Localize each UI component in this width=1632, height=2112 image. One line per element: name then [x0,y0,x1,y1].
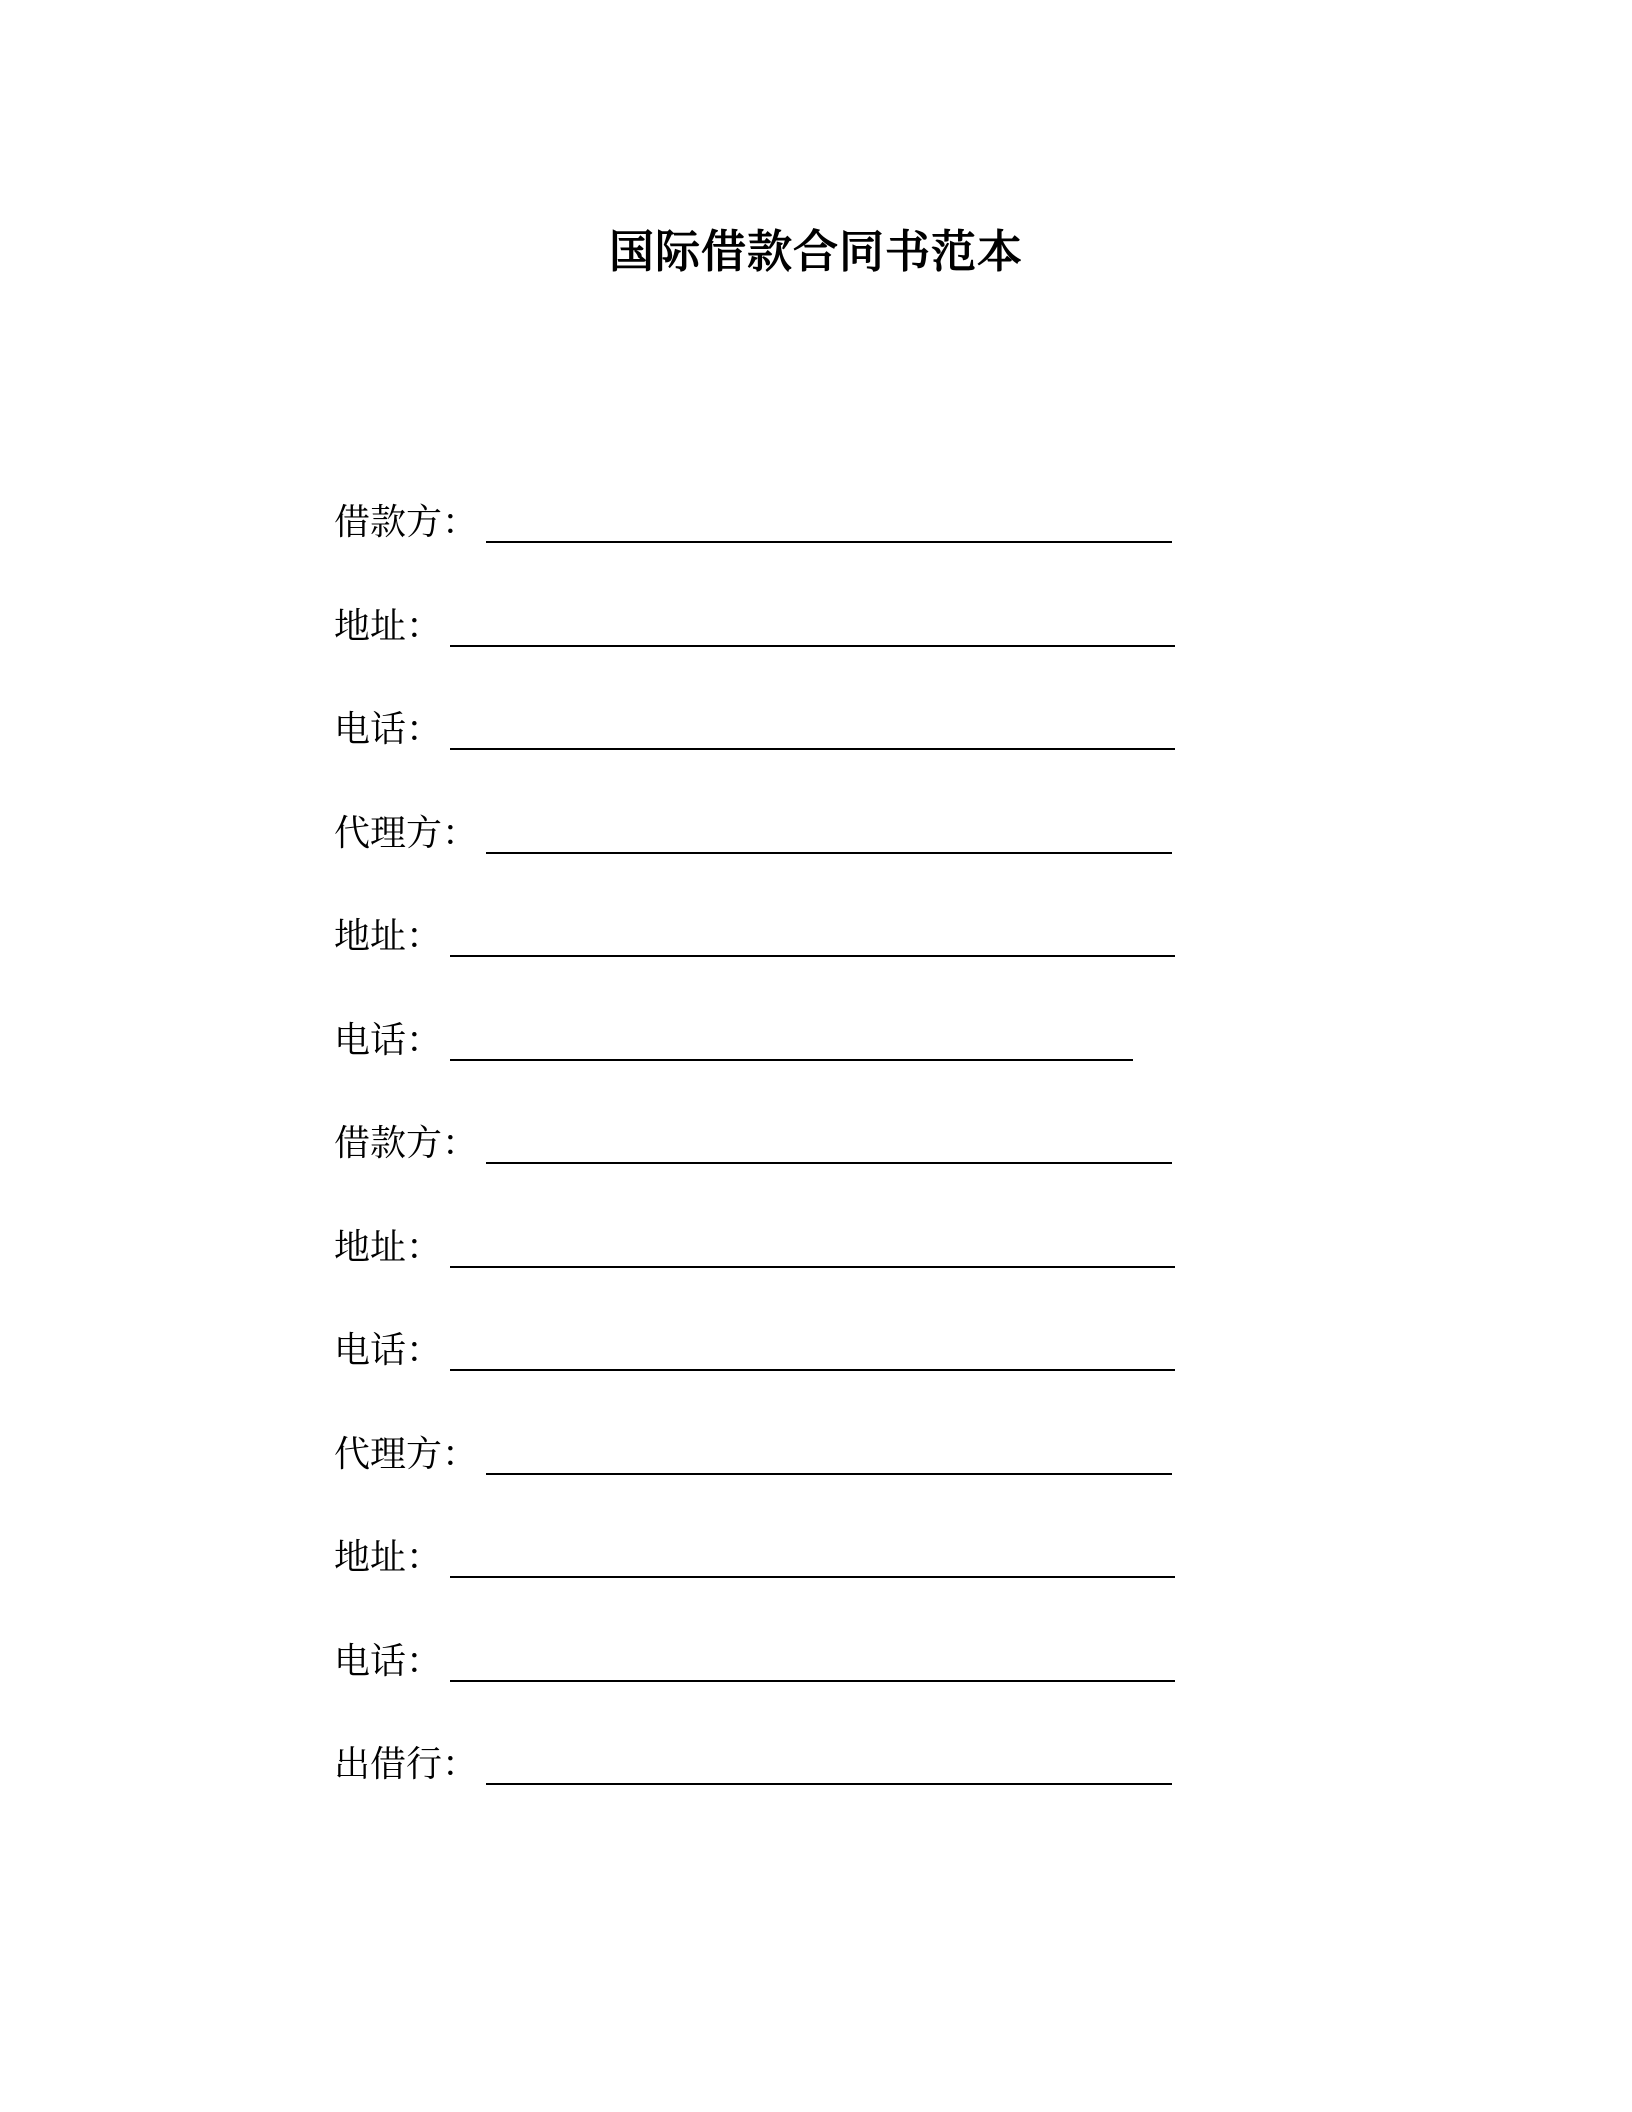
field-row [334,1118,1234,1222]
blank-line[interactable] [486,1739,1172,1785]
blank-line[interactable] [450,1636,1175,1682]
field-row [334,1532,1234,1636]
field-row [334,497,1234,601]
blank-line[interactable] [486,497,1172,543]
field-label-address: 地址： [334,605,443,647]
field-row [334,911,1234,1015]
field-label-borrower: 借款方： [334,1123,479,1164]
field-label-phone: 电话： [334,1019,443,1061]
field-label-address: 地址： [334,1537,443,1578]
field-row [334,1015,1234,1119]
field-label-lender: 出借行： [334,1744,479,1785]
field-label-borrower: 借款方： [334,502,479,543]
field-row [334,704,1234,808]
blank-line[interactable] [450,601,1175,647]
blank-line[interactable] [486,1429,1172,1475]
field-label-phone: 电话： [334,1330,443,1371]
blank-line[interactable] [450,911,1175,957]
blank-line[interactable] [450,1015,1133,1061]
field-label-agent: 代理方： [334,812,479,854]
field-row [334,1325,1234,1429]
field-label-address: 地址： [334,1226,443,1268]
field-label-phone: 电话： [334,709,443,750]
blank-line[interactable] [486,808,1172,854]
field-row [334,1222,1234,1326]
field-row [334,808,1234,912]
blank-line[interactable] [450,1222,1175,1268]
field-row [334,1429,1234,1533]
blank-line[interactable] [450,704,1175,750]
blank-line[interactable] [486,1118,1172,1164]
field-row [334,1739,1234,1843]
document-title: 国际借款合同书范本 [608,225,1023,278]
blank-line[interactable] [450,1532,1175,1578]
field-row [334,1636,1234,1740]
blank-line[interactable] [450,1325,1175,1371]
field-row [334,601,1234,705]
party-fields [334,497,1234,1843]
field-label-agent: 代理方： [334,1433,479,1475]
field-label-phone: 电话： [334,1640,443,1682]
field-label-address: 地址： [334,916,443,957]
